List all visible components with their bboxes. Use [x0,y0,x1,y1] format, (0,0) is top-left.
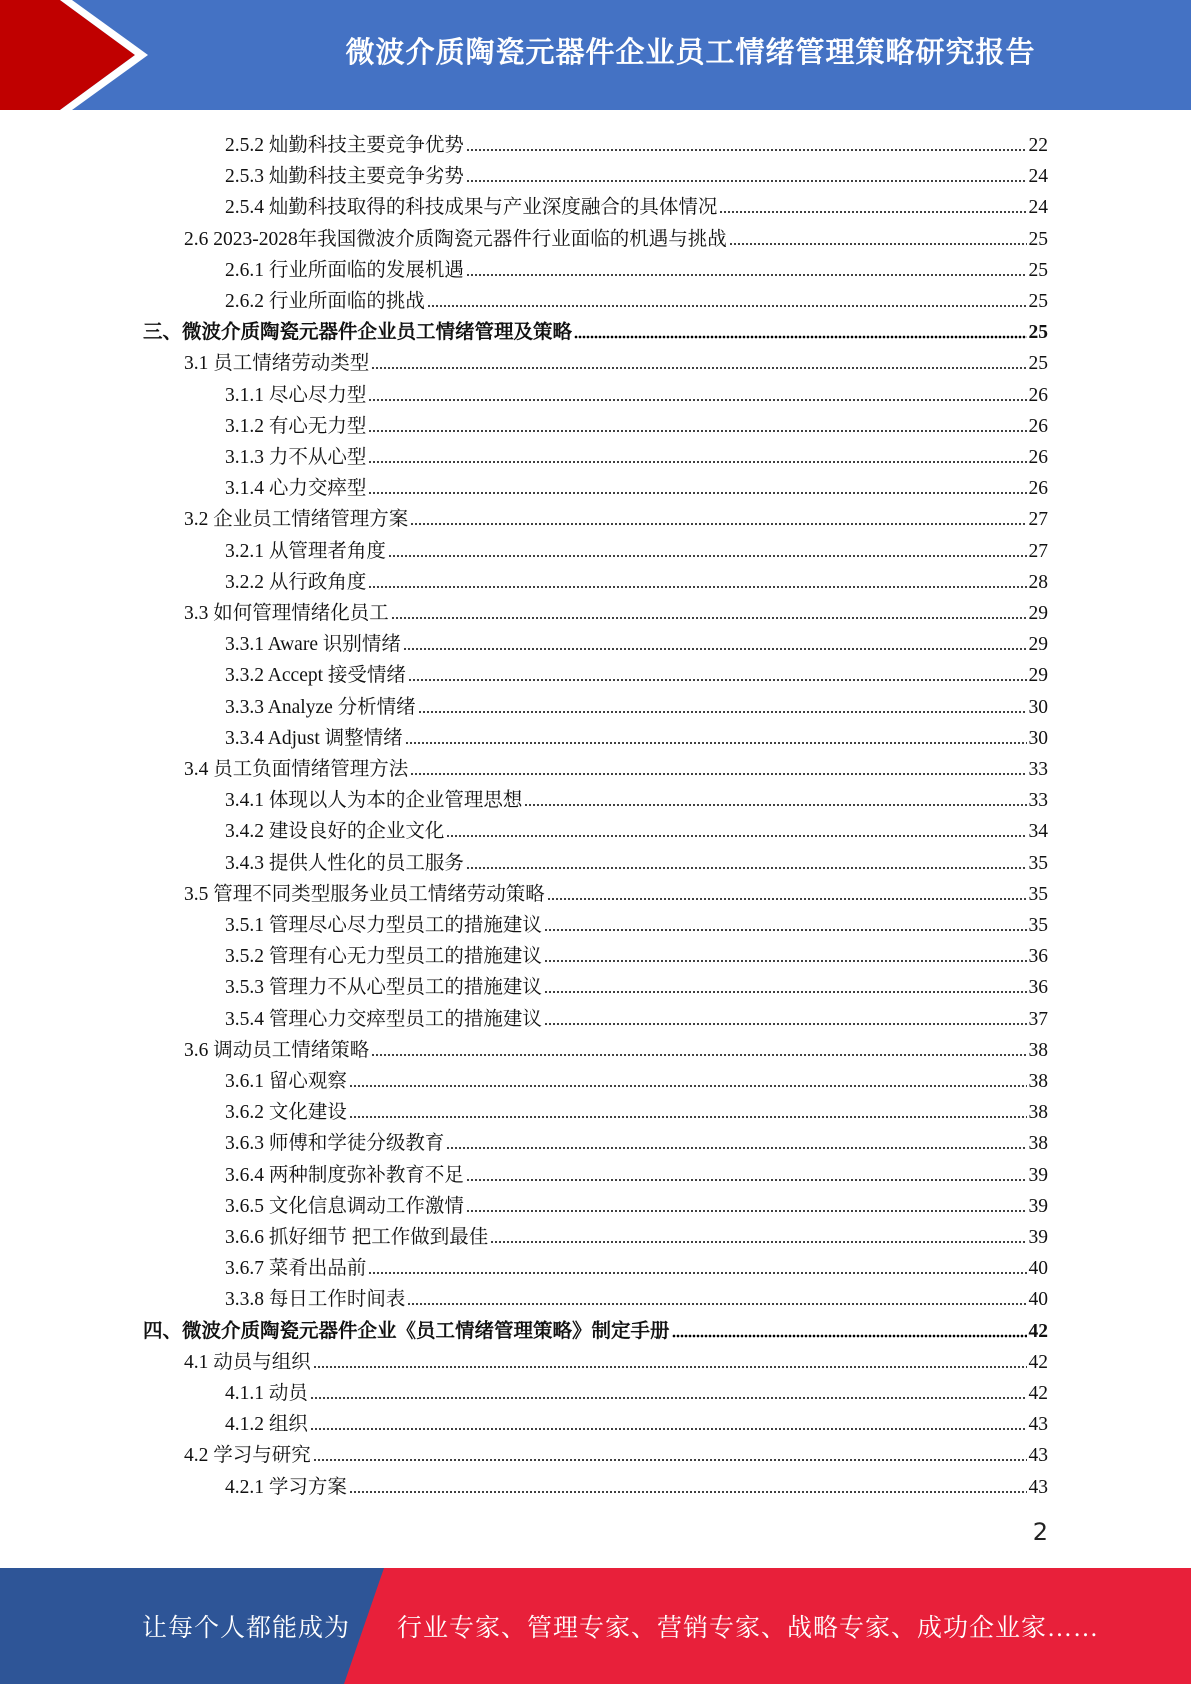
toc-entry-label: 3.4.3 提供人性化的员工服务 [225,852,464,874]
toc-entry-label: 四、微波介质陶瓷元器件企业《员工情绪管理策略》制定手册 [143,1320,670,1342]
toc-entry-page: 39 [1028,1164,1048,1186]
toc-entry-page: 28 [1028,571,1048,593]
toc-entry-page: 26 [1028,415,1048,437]
toc-dot-leader [371,365,1026,371]
footer-slogan-right: 行业专家、管理专家、营销专家、战略专家、成功企业家…… [397,1615,1100,1642]
toc-entry-label: 3.1 员工情绪劳动类型 [184,353,370,375]
toc-dot-leader [574,334,1026,340]
toc-entry-page: 24 [1028,197,1048,219]
toc-entry-label: 3.3.2 Accept 接受情绪 [225,665,406,687]
toc-section-entry[interactable] [184,346,1048,377]
page-number: 2 [1032,1518,1048,1546]
toc-subsection-entry[interactable] [225,378,1048,409]
document-title: 微波介质陶瓷元器件企业员工情绪管理策略研究报告 [345,34,1036,69]
toc-dot-leader [368,584,1026,590]
toc-entry-page: 39 [1028,1227,1048,1248]
toc-entry-page: 30 [1028,727,1048,749]
toc-entry-page: 42 [1028,1351,1048,1373]
toc-subsection-entry[interactable] [225,1126,1048,1157]
toc-dot-leader [418,709,1027,715]
toc-entry-page: 33 [1028,759,1048,780]
toc-dot-leader [544,927,1027,933]
toc-entry-page: 27 [1028,509,1048,531]
toc-section-entry[interactable] [184,222,1048,253]
toc-entry-label: 三、微波介质陶瓷元器件企业员工情绪管理及策略 [143,322,573,344]
toc-entry-label: 2.5.4 灿勤科技取得的科技成果与产业深度融合的具体情况 [225,197,718,219]
footer-banner [0,1568,1191,1684]
toc-dot-leader [524,802,1026,808]
toc-section-entry[interactable] [184,502,1048,533]
toc-entry-label: 4.2 学习与研究 [184,1445,311,1467]
toc-entry-label: 4.2.1 学习方案 [225,1476,347,1498]
toc-subsection-entry[interactable] [225,1189,1048,1220]
toc-dot-leader [388,553,1027,559]
toc-dot-leader [466,865,1027,871]
toc-subsection-entry[interactable] [225,471,1048,502]
toc-entry-label: 3.6.7 菜肴出品前 [225,1258,367,1280]
toc-chapter-entry[interactable] [143,1314,1048,1345]
toc-dot-leader [544,989,1027,995]
toc-entry-page: 25 [1028,353,1048,375]
toc-dot-leader [466,1208,1027,1214]
toc-dot-leader [349,1489,1027,1495]
toc-dot-leader [371,1052,1026,1058]
toc-entry-label: 3.1.1 尽心尽力型 [225,384,367,406]
toc-chapter-entry[interactable] [143,315,1048,346]
toc-entry-label: 3.6.6 抓好细节 把工作做到最佳 [225,1227,489,1248]
toc-dot-leader [466,147,1027,153]
toc-section-entry[interactable] [184,1345,1048,1376]
toc-subsection-entry[interactable] [225,1251,1048,1282]
toc-subsection-entry[interactable] [225,1158,1048,1189]
toc-entry-page: 38 [1028,1133,1048,1155]
toc-subsection-entry[interactable] [225,1407,1048,1438]
toc-entry-label: 3.1.3 力不从心型 [225,447,367,468]
toc-section-entry[interactable] [184,1438,1048,1469]
toc-subsection-entry[interactable] [225,939,1048,970]
toc-entry-page: 26 [1028,384,1048,406]
toc-subsection-entry[interactable] [225,846,1048,877]
toc-entry-page: 36 [1028,977,1048,999]
toc-entry-page: 43 [1028,1445,1048,1467]
toc-section-entry[interactable] [184,596,1048,627]
toc-entry-label: 3.3.3 Analyze 分析情绪 [225,696,416,718]
toc-subsection-entry[interactable] [225,721,1048,752]
toc-subsection-entry[interactable] [225,1282,1048,1313]
toc-dot-leader [368,459,1026,465]
toc-entry-page: 25 [1028,322,1048,344]
toc-entry-label: 2.5.2 灿勤科技主要竞争优势 [225,135,464,156]
toc-entry-page: 35 [1028,852,1048,874]
toc-subsection-entry[interactable] [225,190,1048,221]
toc-entry-page: 38 [1028,1071,1048,1092]
toc-entry-page: 33 [1028,790,1048,812]
toc-entry-label: 3.5.1 管理尽心尽力型员工的措施建议 [225,915,542,936]
toc-dot-leader [310,1426,1027,1432]
toc-subsection-entry[interactable] [225,440,1048,471]
toc-entry-label: 3.4.2 建设良好的企业文化 [225,821,445,843]
toc-entry-label: 3.2.2 从行政角度 [225,571,367,593]
toc-entry-label: 3.5.4 管理心力交瘁型员工的措施建议 [225,1008,542,1030]
toc-subsection-entry[interactable] [225,1376,1048,1407]
toc-entry-page: 38 [1028,1039,1048,1061]
toc-dot-leader [368,490,1026,496]
toc-entry-page: 34 [1028,821,1048,843]
toc-section-entry[interactable] [184,1033,1048,1064]
toc-entry-label: 3.4.1 体现以人为本的企业管理思想 [225,790,523,812]
header-banner [0,0,1191,110]
toc-entry-label: 3.6.2 文化建设 [225,1102,347,1124]
toc-subsection-entry[interactable] [225,1002,1048,1033]
toc-entry-label: 2.5.3 灿勤科技主要竞争劣势 [225,166,464,188]
toc-dot-leader [368,428,1026,434]
toc-entry-page: 35 [1028,915,1048,936]
toc-dot-leader [544,958,1027,964]
toc-subsection-entry[interactable] [225,565,1048,596]
toc-entry-label: 3.3.4 Adjust 调整情绪 [225,727,403,749]
toc-entry-page: 36 [1028,946,1048,968]
toc-dot-leader [466,1177,1027,1183]
toc-entry-label: 4.1 动员与组织 [184,1351,311,1373]
toc-section-entry[interactable] [184,877,1048,908]
toc-entry-label: 3.5.3 管理力不从心型员工的措施建议 [225,977,542,999]
toc-subsection-entry[interactable] [225,1095,1048,1126]
toc-dot-leader [313,1364,1027,1370]
toc-entry-label: 3.6.1 留心观察 [225,1071,347,1092]
toc-dot-leader [466,272,1027,278]
toc-dot-leader [368,1270,1026,1276]
toc-dot-leader [672,1333,1027,1339]
toc-subsection-entry[interactable] [225,783,1048,814]
toc-subsection-entry[interactable] [225,1470,1048,1501]
toc-entry-label: 2.6 2023-2028年我国微波介质陶瓷元器件行业面临的机遇与挑战 [184,228,727,250]
toc-entry-label: 3.1.4 心力交瘁型 [225,478,367,500]
toc-entry-page: 29 [1028,634,1048,656]
toc-entry-label: 4.1.1 动员 [225,1383,308,1404]
toc-subsection-entry[interactable] [225,908,1048,939]
toc-subsection-entry[interactable] [225,534,1048,565]
toc-dot-leader [490,1239,1026,1245]
toc-dot-leader [313,1457,1027,1463]
toc-dot-leader [410,771,1026,777]
toc-subsection-entry[interactable] [225,284,1048,315]
toc-entry-page: 24 [1028,166,1048,188]
toc-subsection-entry[interactable] [225,627,1048,658]
toc-entry-label: 3.2.1 从管理者角度 [225,540,386,562]
toc-entry-label: 3.3.8 每日工作时间表 [225,1289,406,1311]
toc-entry-label: 3.3 如何管理情绪化员工 [184,603,389,624]
toc-subsection-entry[interactable] [225,658,1048,689]
toc-subsection-entry[interactable] [225,253,1048,284]
toc-dot-leader [446,1145,1026,1151]
toc-entry-label: 3.3.1 Aware 识别情绪 [225,634,401,656]
footer-slogan-left: 让每个人都能成为 [142,1615,351,1642]
toc-entry-page: 40 [1028,1258,1048,1280]
toc-entry-page: 25 [1028,291,1048,312]
header-arrow-decoration [0,0,160,110]
toc-dot-leader [391,615,1027,621]
toc-dot-leader [729,241,1027,247]
toc-entry-page: 38 [1028,1102,1048,1124]
toc-entry-label: 3.6.5 文化信息调动工作激情 [225,1195,464,1217]
toc-entry-page: 26 [1028,478,1048,500]
toc-entry-page: 29 [1028,665,1048,687]
toc-entry-label: 3.6 调动员工情绪策略 [184,1039,370,1061]
toc-subsection-entry[interactable] [225,128,1048,159]
toc-dot-leader [410,521,1026,527]
toc-entry-label: 3.6.3 师傅和学徒分级教育 [225,1133,445,1155]
toc-dot-leader [446,833,1026,839]
toc-dot-leader [719,209,1026,215]
toc-dot-leader [310,1395,1027,1401]
toc-dot-leader [547,896,1027,902]
toc-entry-page: 40 [1028,1289,1048,1311]
toc-entry-page: 30 [1028,696,1048,718]
toc-entry-label: 2.6.2 行业所面临的挑战 [225,291,425,312]
toc-entry-page: 43 [1028,1414,1048,1436]
toc-entry-label: 3.4 员工负面情绪管理方法 [184,759,409,780]
toc-dot-leader [349,1114,1027,1120]
toc-entry-label: 2.6.1 行业所面临的发展机遇 [225,259,464,281]
toc-dot-leader [349,1083,1027,1089]
toc-entry-page: 26 [1028,447,1048,468]
toc-entry-label: 3.5.2 管理有心无力型员工的措施建议 [225,946,542,968]
toc-dot-leader [427,303,1027,309]
toc-subsection-entry[interactable] [225,690,1048,721]
toc-subsection-entry[interactable] [225,409,1048,440]
toc-entry-page: 29 [1028,603,1048,624]
toc-subsection-entry[interactable] [225,970,1048,1001]
toc-dot-leader [368,397,1026,403]
toc-entry-page: 42 [1028,1320,1048,1342]
toc-entry-label: 4.1.2 组织 [225,1414,308,1436]
toc-subsection-entry[interactable] [225,159,1048,190]
toc-entry-page: 39 [1028,1195,1048,1217]
toc-entry-page: 25 [1028,228,1048,250]
toc-dot-leader [466,178,1027,184]
toc-entry-page: 42 [1028,1383,1048,1404]
toc-entry-page: 27 [1028,540,1048,562]
toc-subsection-entry[interactable] [225,1064,1048,1095]
toc-entry-label: 3.5 管理不同类型服务业员工情绪劳动策略 [184,883,545,905]
toc-dot-leader [405,740,1027,746]
toc-section-entry[interactable] [184,752,1048,783]
toc-subsection-entry[interactable] [225,1220,1048,1251]
toc-entry-page: 25 [1028,259,1048,281]
toc-dot-leader [544,1021,1027,1027]
toc-entry-page: 43 [1028,1476,1048,1498]
toc-dot-leader [403,646,1027,652]
toc-dot-leader [407,1301,1026,1307]
toc-dot-leader [408,677,1027,683]
toc-entry-label: 3.6.4 两种制度弥补教育不足 [225,1164,464,1186]
toc-entry-page: 37 [1028,1008,1048,1030]
toc-subsection-entry[interactable] [225,814,1048,845]
toc-entry-page: 22 [1028,135,1048,156]
toc-entry-page: 35 [1028,883,1048,905]
toc-entry-label: 3.1.2 有心无力型 [225,415,367,437]
toc-entry-label: 3.2 企业员工情绪管理方案 [184,509,409,531]
